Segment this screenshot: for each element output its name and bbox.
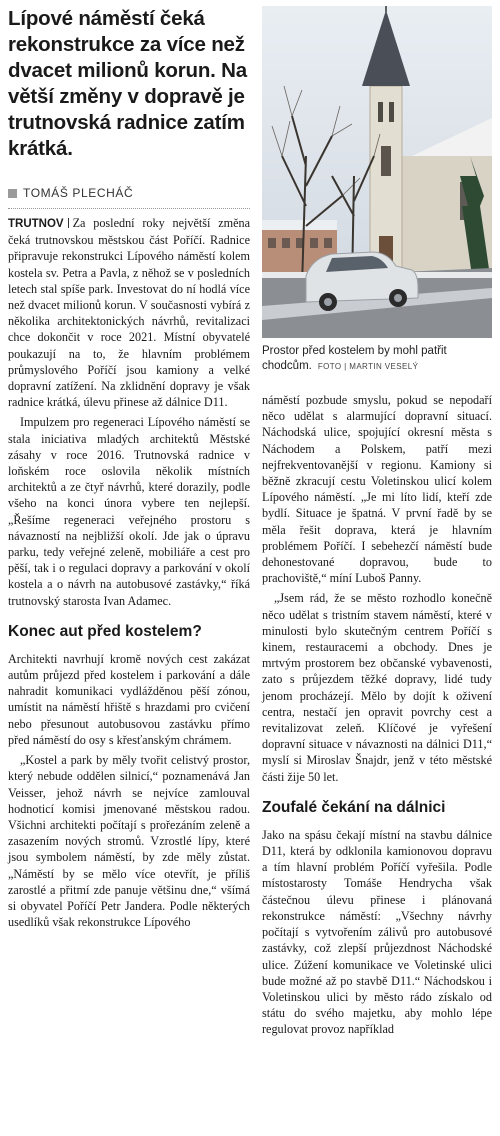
dateline-separator [68, 218, 69, 228]
paragraph: Impulzem pro regeneraci Lípového náměstí se stala iniciativa mladých architektů Městské zásahy v roce 2016. Trutnovská radnice v loňském roce oslovila několik místních architektů a ze čtyř návrhů, které dorazily, podle všeho na konci února vybere ten nejlepší. „Řešíme regeneraci veřejného prostoru s návazností na nejbližší okolí. Jde jak o úpravu parku, tedy veřejné zeleně, mobiliáře a cest pro pěší, tak i o regulaci dopravy a parkování v okolí kostela a o návrh na autobusové zastávky,“ říká trutnovský starosta Ivan Adamec. [8, 415, 250, 608]
paragraph: „Kostel a park by měly tvořit celistvý prostor, který nebude oddělen silnicí,“ poznamenává Jan Veisser, jehož návrh se nejvíce zamlouval hodnoticí komisi jmenované městskou radou. Všichni architekti počítají s prořezáním zeleně a zasazením nových stromů. Vzrostlé lípy, které jsou symbolem náměstí, by zde měly zůstat. „Náměstí by se mělo více otevřít, je příliš zarostlé a přitmí zde panuje většinu dne,“ všímá si obyvatel Poříčí Petr Jandera. Podle některých usedlíků však rekonstrukce Lípového [8, 753, 250, 930]
headline-bold: Lípové náměstí čeká rekonstrukce [8, 7, 205, 56]
photo-credit: FOTO | MARTIN VESELÝ [317, 362, 419, 371]
paragraph: Architekti navrhují kromě nových cest zakázat autům průjezd před kostelem i parkování a dále nahradit komunikaci vydlážděnou pěší zónou, umístit na náměstí hřiště s hrazdami pro cvičení nebo přesunout autobusovou zastávku přímo před náměstí do osy s křesťanským chrámem. [8, 651, 250, 747]
paragraph: náměstí pozbude smyslu, pokud se nepodaří něco udělat s alarmující dopravní situací. Náchodská ulice, spojující okresní města s Náchodem a Polskem, patří mezi nejfrekventovanější v regionu. Kamiony si běžně zkracují cestu Voletinskou ulicí kolem Lípového náměstí. „Je mi líto lidí, kteří zde bydlí. Situace je špatná. V první řadě by se měla řešit doprava, která je hlavním problémem Poříčí. I sebehezčí náměstí bude dehonestované dopravou, bude to prachoviště,“ míní Luboš Panny. [262, 393, 492, 586]
article-body-left-2 [8, 651, 250, 930]
dateline: TRUTNOV [8, 218, 64, 230]
paragraph: „Jsem rád, že se město rozhodlo konečně něco udělat s tristním stavem náměstí, které v minulosti bylo skutečným centrem Poříčí s kinem, restauracemi a obchody. Dnes je mrtvým prostorem bez občanské vybavenosti, zato s průjezdem těžké dopravy, lidé tudy jenom procházejí. Mělo by dojít k oživení centra, nestačí jen opravit povrchy cest a revitalizovat zeleň. Klíčové je vyřešení dopravní situace v návaznosti na dálnici D11,“ myslí si Miroslav Šnajdr, jenž v této městské části žije 50 let. [262, 591, 492, 784]
divider [8, 208, 250, 209]
article-body-right-2 [262, 827, 492, 1038]
left-column [8, 0, 250, 934]
paragraph-text: Za poslední roky největší změna čeká trutnovskou městskou část Poříčí. Radnice připravuje rekonstrukci Lípového náměstí kolem kostela sv. Petra a Pavla, z něhož se v posledních letech stal spíše park. Investovat do ní hodlá více než dvacet milionů korun. V současnosti vybírá z několika architektonických návrhů, revitalizaci chce dokončit v roce 2021. Místní obyvatelé poukazují na to, že hlavním problémem průmyslového Poříčí jsou kamiony a velké dopravní zatížení. Na zklidnění dopravy je však radnice krátká, úlevu přinese až dálnice D11. [8, 216, 250, 410]
right-column [262, 0, 492, 1042]
article-headline [8, 6, 250, 162]
photo-caption [262, 344, 492, 374]
article-body-right [262, 392, 492, 785]
byline-square-icon [8, 189, 17, 198]
caption-text: Prostor před kostelem by mohl patřit chodcům. [262, 345, 447, 372]
paragraph [8, 215, 250, 410]
byline-author: TOMÁŠ PLECHÁČ [23, 186, 134, 200]
paragraph: Jako na spásu čekají místní na stavbu dálnice D11, která by odklonila kamionovou dopravu a tím hlavní problém Poříčí vyřešila. Podle místostarosty Tomáše Hendrycha však částečnou úlevu přinese i plánovaná rekonstrukce náměstí: „Všechny návrhy počítají s vytvořením zálivů pro autobusové zastávky, což zlepší průjezdnost Náchodské ulice. Zúžení komunikace ve Voletinské ulici bude možné až po stavbě D11.“ Náchodskou i Voletinskou ulici by město rádo získalo od státu do svého majetku, aby mohlo lépe regulovat provoz například [262, 827, 492, 1037]
headline-rest: za více než dvacet milionů korun. Na větší změny v dopravě je trutnovská radnice zatím krátká. [8, 33, 247, 160]
subheading-1: Konec aut před kostelem? [8, 622, 202, 640]
byline [8, 186, 250, 200]
church-photo [262, 6, 492, 338]
subheading-2: Zoufalé čekání na dálnici [262, 798, 446, 816]
church-illustration [262, 6, 492, 338]
article-body-left [8, 215, 250, 609]
